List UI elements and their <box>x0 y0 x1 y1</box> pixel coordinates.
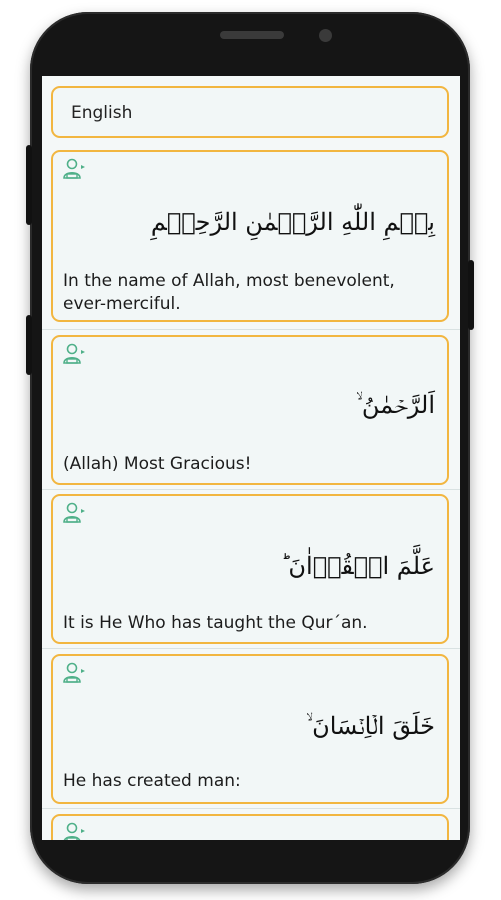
app-screen <box>42 76 460 840</box>
divider <box>42 329 460 330</box>
front-camera <box>319 29 332 42</box>
verse-arabic: عَلَّمَ الۡقُرۡاٰنَ ؕ <box>280 552 435 580</box>
verse-card-5[interactable] <box>51 814 449 840</box>
reader-person-icon[interactable] <box>61 820 87 840</box>
volume-up-button <box>26 145 32 225</box>
verse-card-3[interactable] <box>51 494 449 644</box>
verse-card-4[interactable] <box>51 654 449 804</box>
reader-person-icon[interactable] <box>61 500 87 526</box>
verse-arabic: بِسۡمِ اللّٰهِ الرَّحۡمٰنِ الرَّحِيۡمِ <box>150 208 435 236</box>
divider <box>42 489 460 490</box>
reader-person-icon[interactable] <box>61 341 87 367</box>
verse-arabic: خَلَقَ الۡاِنۡسَانَ ۙ <box>306 712 435 740</box>
verse-translation: It is He Who has taught the Qur´an. <box>63 613 368 633</box>
language-label: English <box>71 103 133 123</box>
verse-translation: He has created man: <box>63 771 241 791</box>
verse-translation: (Allah) Most Gracious! <box>63 454 252 474</box>
verse-card-1[interactable] <box>51 150 449 322</box>
language-selector[interactable] <box>51 86 449 138</box>
power-button <box>468 260 474 330</box>
volume-down-button <box>26 315 32 375</box>
reader-person-icon[interactable] <box>61 660 87 686</box>
verse-translation: In the name of Allah, most benevolent, ever-merciful. <box>63 271 395 314</box>
divider <box>42 808 460 809</box>
divider <box>42 648 460 649</box>
verse-card-2[interactable] <box>51 335 449 485</box>
earpiece-speaker <box>220 31 284 39</box>
reader-person-icon[interactable] <box>61 156 87 182</box>
verse-arabic: اَلرَّحۡمٰنُ ۙ <box>355 391 435 419</box>
